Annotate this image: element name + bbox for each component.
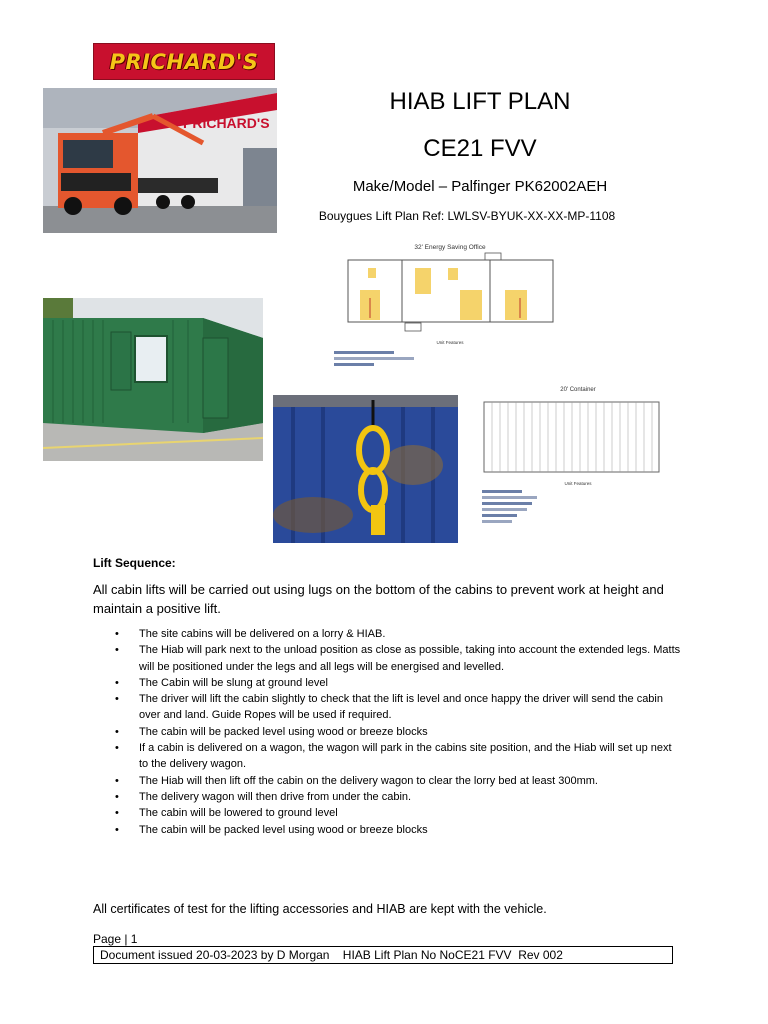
list-item: • The driver will lift the cabin slightly to check that the lift is level and once happy the driver will send the cabin over and land. Guide Ropes will be used if required.	[93, 691, 683, 724]
truck-photo	[43, 88, 277, 233]
container-plan	[478, 382, 678, 532]
lift-steps-list	[93, 626, 683, 838]
certificates-note: All certificates of test for the lifting accessories and HIAB are kept with the vehicle.	[93, 902, 547, 916]
lift-sequence-heading: Lift Sequence:	[93, 556, 176, 570]
lift-plan-ref: Bouygues Lift Plan Ref: LWLSV-BYUK-XX-XX-MP-1108	[318, 209, 616, 223]
document-title: HIAB LIFT PLAN	[389, 88, 571, 115]
lifting-lug-photo	[273, 395, 458, 543]
truck-sign-text: PRICHARD'S	[183, 115, 270, 131]
container-plan-title: 20' Container	[560, 387, 596, 393]
list-item: • The Hiab will then lift off the cabin on the delivery wagon to clear the lorry bed at least 300mm.	[93, 773, 683, 789]
floorplan-caption: Unit Features	[436, 340, 464, 345]
list-item: • The site cabins will be delivered on a lorry & HIAB.	[93, 626, 683, 642]
office-floorplan	[330, 238, 570, 378]
document-footer: Document issued 20-03-2023 by D Morgan HIAB Lift Plan No NoCE21 FVV Rev 002	[93, 946, 673, 964]
document-subtitle: CE21 FVV	[423, 135, 537, 162]
lift-sequence-intro: All cabin lifts will be carried out using lugs on the bottom of the cabins to prevent work at height and maintain a positive lift.	[93, 582, 664, 616]
list-item: • The delivery wagon will then drive from under the cabin.	[93, 789, 683, 805]
company-logo	[93, 43, 275, 80]
list-item: • The cabin will be packed level using wood or breeze blocks	[93, 822, 683, 838]
list-item: • The Hiab will park next to the unload position as close as possible, taking into account the extended legs. Matts will be positioned under the legs and all legs will be energised and levelled.	[93, 642, 683, 675]
logo-text: PRICHARD'S	[109, 49, 259, 74]
make-model: Make/Model – Palfinger PK62002AEH	[352, 178, 608, 195]
list-item: • The cabin will be packed level using wood or breeze blocks	[93, 724, 683, 740]
container-plan-caption: Unit Features	[564, 481, 592, 486]
list-item: • The cabin will be lowered to ground level	[93, 805, 683, 821]
page-number: Page | 1	[93, 932, 138, 946]
green-cabin-photo	[43, 298, 263, 461]
list-item: • The Cabin will be slung at ground level	[93, 675, 683, 691]
floorplan-title: 32' Energy Saving Office	[414, 244, 486, 251]
list-item: • If a cabin is delivered on a wagon, the wagon will park in the cabins site position, and the Hiab will set up next to the delivery wagon.	[93, 740, 683, 773]
